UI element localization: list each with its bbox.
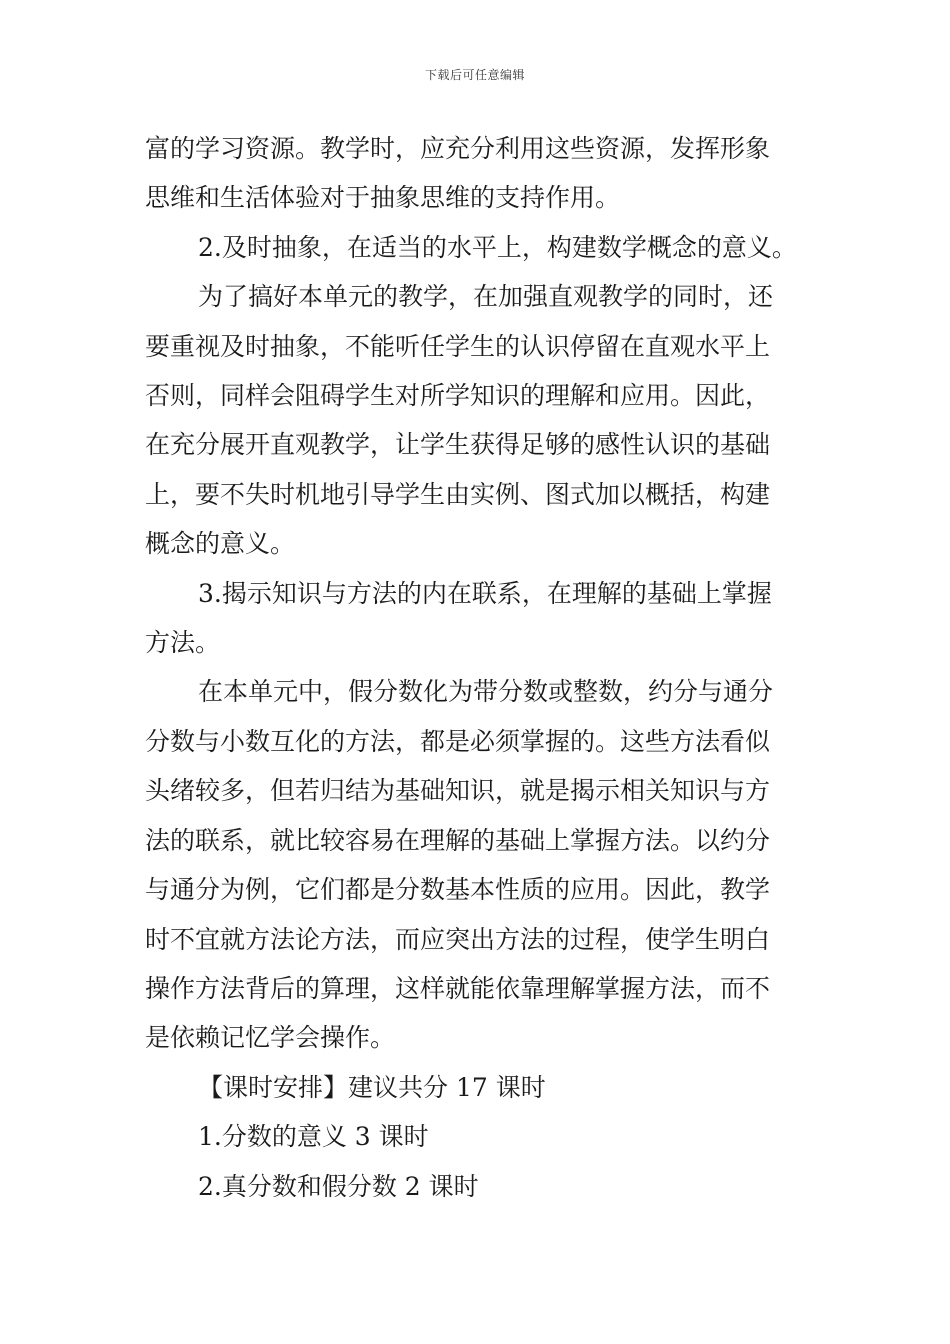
text-line: 分数与小数互化的方法，都是必须掌握的。这些方法看似 xyxy=(145,726,771,756)
text-line: 操作方法背后的算理，这样就能依靠理解掌握方法，而不 xyxy=(145,973,771,1003)
document-body xyxy=(145,124,809,1211)
text-line: 【课时安排】建议共分 17 课时 xyxy=(198,1072,546,1102)
text-line: 为了搞好本单元的教学，在加强直观教学的同时，还 xyxy=(198,282,774,312)
text-line: 思维和生活体验对于抽象思维的支持作用。 xyxy=(145,183,621,213)
text-line: 2.及时抽象，在适当的水平上，构建数学概念的意义。 xyxy=(198,232,797,262)
text-line: 要重视及时抽象，不能听任学生的认识停留在直观水平上 xyxy=(145,331,771,361)
text-line: 上，要不失时机地引导学生由实例、图式加以概括，构建 xyxy=(145,479,771,509)
page-header: 下载后可任意编辑 xyxy=(424,68,525,82)
text-line: 2.真分数和假分数 2 课时 xyxy=(198,1171,479,1201)
text-line: 1.分数的意义 3 课时 xyxy=(198,1122,429,1152)
text-line: 方法。 xyxy=(145,628,221,658)
text-line: 3.揭示知识与方法的内在联系，在理解的基础上掌握 xyxy=(198,578,772,608)
text-line: 概念的意义。 xyxy=(145,529,296,559)
text-line: 在充分展开直观教学，让学生获得足够的感性认识的基础 xyxy=(145,430,771,460)
text-line: 时不宜就方法论方法，而应突出方法的过程，使学生明白 xyxy=(145,924,771,954)
text-line: 否则，同样会阻碍学生对所学知识的理解和应用。因此， xyxy=(145,381,771,411)
text-line: 法的联系，就比较容易在理解的基础上掌握方法。以约分 xyxy=(145,825,771,855)
text-line: 是依赖记忆学会操作。 xyxy=(145,1023,396,1053)
text-line: 头绪较多，但若归结为基础知识，就是揭示相关知识与方 xyxy=(145,776,771,806)
text-line: 在本单元中，假分数化为带分数或整数，约分与通分 xyxy=(198,677,774,707)
text-line: 与通分为例，它们都是分数基本性质的应用。因此，教学 xyxy=(145,875,771,905)
text-line: 富的学习资源。教学时，应充分利用这些资源，发挥形象 xyxy=(145,134,771,163)
